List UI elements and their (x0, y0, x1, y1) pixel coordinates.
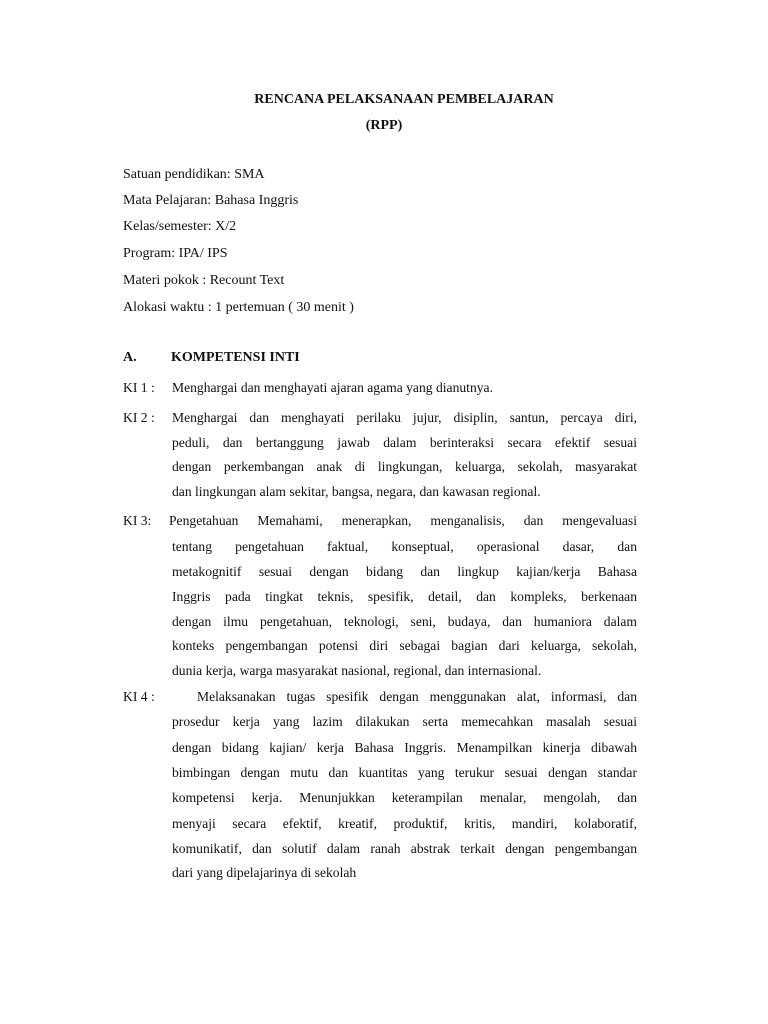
ki1-text: Menghargai dan menghayati ajaran agama yang dianutnya. (172, 380, 493, 395)
section-title: KOMPETENSI INTI (171, 350, 300, 365)
ki2-label: KI 2 : (123, 410, 155, 425)
identity-line: Alokasi waktu : 1 pertemuan ( 30 menit ) (123, 300, 354, 315)
identity-line: Satuan pendidikan: SMA (123, 167, 265, 182)
document-title: RENCANA PELAKSANAAN PEMBELAJARAN (254, 92, 554, 107)
ki2-line: dan lingkungan alam sekitar, bangsa, negara, dan kawasan regional. (172, 484, 541, 499)
ki3-line: metakognitif sesuai dengan bidang dan lingkup kajian/kerja Bahasa (172, 564, 637, 579)
ki4-line: prosedur kerja yang lazim dilakukan serta memecahkan masalah sesuai (172, 714, 637, 729)
ki2-line: peduli, dan bertanggung jawab dalam berinteraksi secara efektif sesuai (172, 435, 637, 450)
ki3-label: KI 3: (123, 513, 152, 528)
ki3-line: tentang pengetahuan faktual, konseptual, operasional dasar, dan (172, 539, 637, 554)
ki3-line: konteks pengembangan potensi diri sebagai bagian dari keluarga, sekolah, (172, 638, 637, 653)
ki3-line: Inggris pada tingkat teknis, spesifik, detail, dan kompleks, berkenaan (172, 589, 637, 604)
identity-line: Program: IPA/ IPS (123, 246, 228, 261)
ki3-line: Pengetahuan Memahami, menerapkan, menganalisis, dan mengevaluasi (169, 513, 637, 528)
identity-line: Kelas/semester: X/2 (123, 219, 237, 234)
section-heading (123, 350, 300, 366)
ki3-line: dengan ilmu pengetahuan, teknologi, seni, budaya, dan humaniora dalam (172, 614, 637, 629)
section-number: A. (123, 350, 137, 365)
ki2-line: Menghargai dan menghayati perilaku jujur, disiplin, santun, percaya diri, (172, 410, 637, 425)
ki3-line: dunia kerja, warga masyarakat nasional, regional, dan internasional. (172, 663, 542, 678)
ki4-line: dengan bidang kajian/ kerja Bahasa Inggris. Menampilkan kinerja dibawah (172, 740, 637, 755)
ki1-label: KI 1 : (123, 380, 155, 395)
ki2-line: dengan perkembangan anak di lingkungan, keluarga, sekolah, masyarakat (172, 459, 637, 474)
document-subtitle: (RPP) (365, 118, 403, 133)
identity-line: Materi pokok : Recount Text (123, 273, 285, 288)
identity-line: Mata Pelajaran: Bahasa Inggris (123, 193, 299, 208)
ki4-line: komunikatif, dan solutif dalam ranah abstrak terkait dengan pengembangan (172, 841, 637, 856)
ki4-line: dari yang dipelajarinya di sekolah (172, 865, 357, 880)
ki4-line: Melaksanakan tugas spesifik dengan menggunakan alat, informasi, dan (197, 689, 637, 704)
ki4-label: KI 4 : (123, 689, 155, 704)
ki4-line: bimbingan dengan mutu dan kuantitas yang terukur sesuai dengan standar (172, 765, 637, 780)
ki4-line: menyaji secara efektif, kreatif, produktif, kritis, mandiri, kolaboratif, (172, 816, 637, 831)
ki4-line: kompetensi kerja. Menunjukkan keterampilan menalar, mengolah, dan (172, 790, 637, 805)
